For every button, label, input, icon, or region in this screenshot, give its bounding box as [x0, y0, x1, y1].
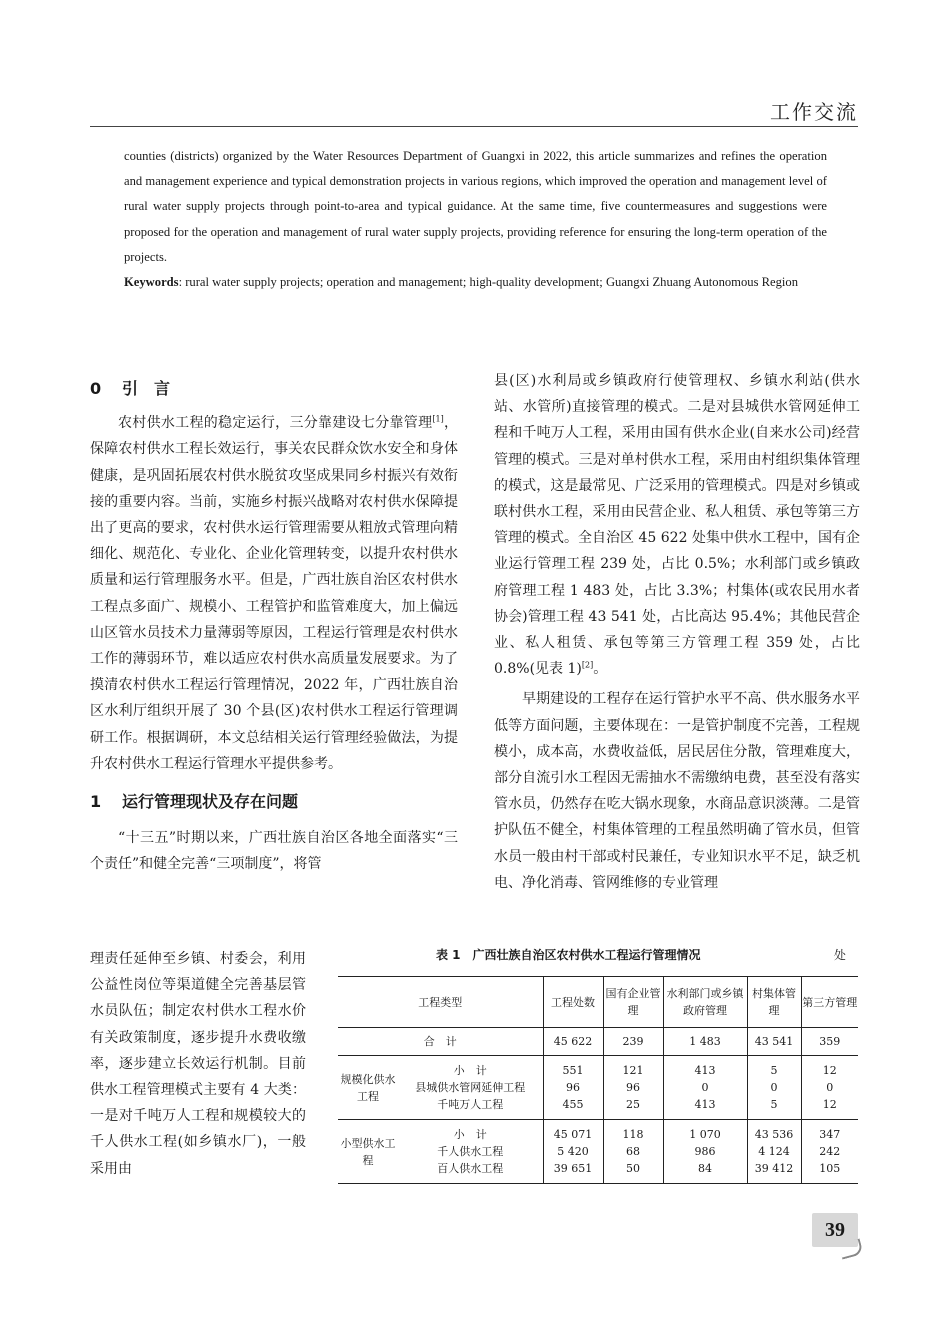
table-row-total: 合 计 45 622 239 1 483 43 541 359 — [338, 1028, 858, 1056]
left-column — [90, 376, 458, 878]
citation-2: [2] — [581, 660, 594, 670]
col-header-village: 村集体管理 — [747, 977, 801, 1028]
header-rule — [90, 126, 858, 127]
row-label: 小 计 — [453, 1064, 487, 1077]
keywords-label: Keywords — [124, 275, 179, 289]
status-paragraph-start: “十三五”时期以来，广西壮族自治区各地全面落实“三个责任”和健全完善“三项制度”，将管 — [90, 830, 458, 873]
col-header-third-party: 第三方管理 — [801, 977, 858, 1028]
col-header-water-dept: 水利部门或乡镇政府管理 — [663, 977, 747, 1028]
right-column — [494, 368, 860, 896]
citation-1: [1] — [432, 414, 444, 424]
page-number: 39 — [812, 1213, 858, 1247]
row-label: 千人供水工程 — [437, 1145, 504, 1158]
row-label: 县城供水管网延伸工程 — [415, 1081, 526, 1094]
intro-paragraph: 农村供水工程的稳定运行，三分靠建设七分靠管理[1]，保障农村供水工程长效运行，事关农民群众饮水安全和身体健康，是巩固拓展农村供水脱贫攻坚成果同乡村振兴有效衔接的重要内容。当前，实施乡村振兴战略对农村供水保障提出了更高的要求，农村供水运行管理需要从粗放式管理向精细化、规范化、专业化、企业化管理转变，以提升农村供水质量和运行管理服务水平。但是，广西壮族自治区农村供水工程点多面广、规模小、工程管护和监管难度大，加上偏远山区管水员技术力量薄弱等原因，工程运行管理是农村供水工作的薄弱环节，难以适应农村供水高质量发展要求。为了摸清农村供水工程运行管理情况，2022 年，广西壮族自治区水利厅组织开展了 30 个县(区)农村供水工程运行管理调研工作。根据调研，本文总结相关运行管理经验做法，为提升农村供水工程运行管理水平提供参考。 — [90, 414, 459, 772]
group-label-large-scale: 规模化供水工程 — [340, 1072, 396, 1103]
status-paragraph-continued: 县(区)水利局或乡镇政府行使管理权、乡镇水利站(供水站、水管所)直接管理的模式。二是对县城供水管网延伸工程和千吨万人工程，采用由国有供水企业(自来水公司)经营管理的模式。三是对单村供水工程，采用由村组织集体管理的模式，这是最常见、广泛采用的管理模式。四是对乡镇或联村供水工程，采用由民营企业、私人租赁、承包等第三方管理的模式。全自治区 45 622 处集中供水工程中，国有企业运行管理工程 239 处，占比 0.5%；水利部门或乡镇政府管理工程 1 483 处，占比 3.3%；村集体(或农民用水者协会)管理工程 43 541 处，占比高达 95.4%；其他民营企业、私人租赁、承包等第三方管理工程 359 处，占比 0.8%(见表 1)[2]。 — [494, 373, 860, 678]
heading-status: 1 运行管理现状及存在问题 — [90, 792, 299, 812]
wrap-column — [90, 946, 306, 1182]
group-label-small-scale: 小型供水工程 — [340, 1136, 396, 1167]
management-table — [338, 976, 858, 1184]
col-header-soe: 国有企业管理 — [603, 977, 663, 1028]
row-label: 千吨万人工程 — [437, 1098, 504, 1111]
col-header-type: 工程类型 — [338, 977, 543, 1028]
row-label: 小 计 — [453, 1128, 487, 1141]
page-curl-icon — [838, 1238, 863, 1259]
table-group-small-scale: 小型供水工程 小 计 千人供水工程 百人供水工程 45 071 5 420 39 651 118 68 50 1 070 986 84 43 536 4 124 39 412 347 242 105 — [338, 1120, 858, 1184]
table-header-row — [338, 977, 858, 1028]
col-header-count: 工程处数 — [543, 977, 603, 1028]
status-paragraph-2: 早期建设的工程存在运行管护水平不高、供水服务水平低等方面问题，主要体现在：一是管护制度不完善，工程规模小，成本高，水费收益低，居民居住分散，管理难度大，部分自流引水工程因无需抽水不需缴纳电费，甚至没有落实管水员，仍然存在吃大锅水现象，水商品意识淡薄。二是管护队伍不健全，村集体管理的工程虽然明确了管水员，但管水员一般由村干部或村民兼任，专业知识水平不足，缺乏机电、净化消毒、管网维修的专业管理 — [494, 691, 860, 891]
abstract-text: counties (districts) organized by the Water Resources Department of Guangxi in 2022, this article summarizes and refines the operation and management experience and typical demonstration projects in various regions, which improved the operation and management level of rural water supply projects through point-to-area and typical guidance. At the same time, five countermeasures and suggestions were proposed for the operation and management of rural water supply projects, providing reference for ensuring the long-term operation of the projects. — [124, 149, 827, 264]
table-unit: 处 — [833, 948, 846, 962]
table-number: 表 1 — [436, 948, 461, 962]
table-group-large-scale: 规模化供水工程 小 计 县城供水管网延伸工程 千吨万人工程 551 96 455 121 96 25 413 0 413 5 0 5 12 0 12 — [338, 1056, 858, 1120]
keywords-text: rural water supply projects; operation and management; high-quality development; Guangxi Zhuang Autonomous Region — [185, 275, 798, 289]
keywords: Keywords: rural water supply projects; operation and management; high-quality development; Guangxi Zhuang Autonomous Region — [124, 275, 798, 289]
heading-introduction: 0 引 言 — [90, 379, 171, 398]
status-paragraph-wrap: 理责任延伸至乡镇、村委会，利用公益性岗位等渠道健全完善基层管水员队伍；制定农村供水工程水价有关政策制度，逐步提升水费收缴率，逐步建立长效运行机制。目前供水工程管理模式主要有 4 大类：一是对千吨万人工程和规模较大的千人供水工程(如乡镇水厂)，一般采用由 — [90, 951, 306, 1177]
table-title: 广西壮族自治区农村供水工程运行管理情况 — [472, 948, 701, 962]
row-label: 百人供水工程 — [437, 1162, 504, 1175]
section-tag: 工作交流 — [770, 100, 858, 124]
